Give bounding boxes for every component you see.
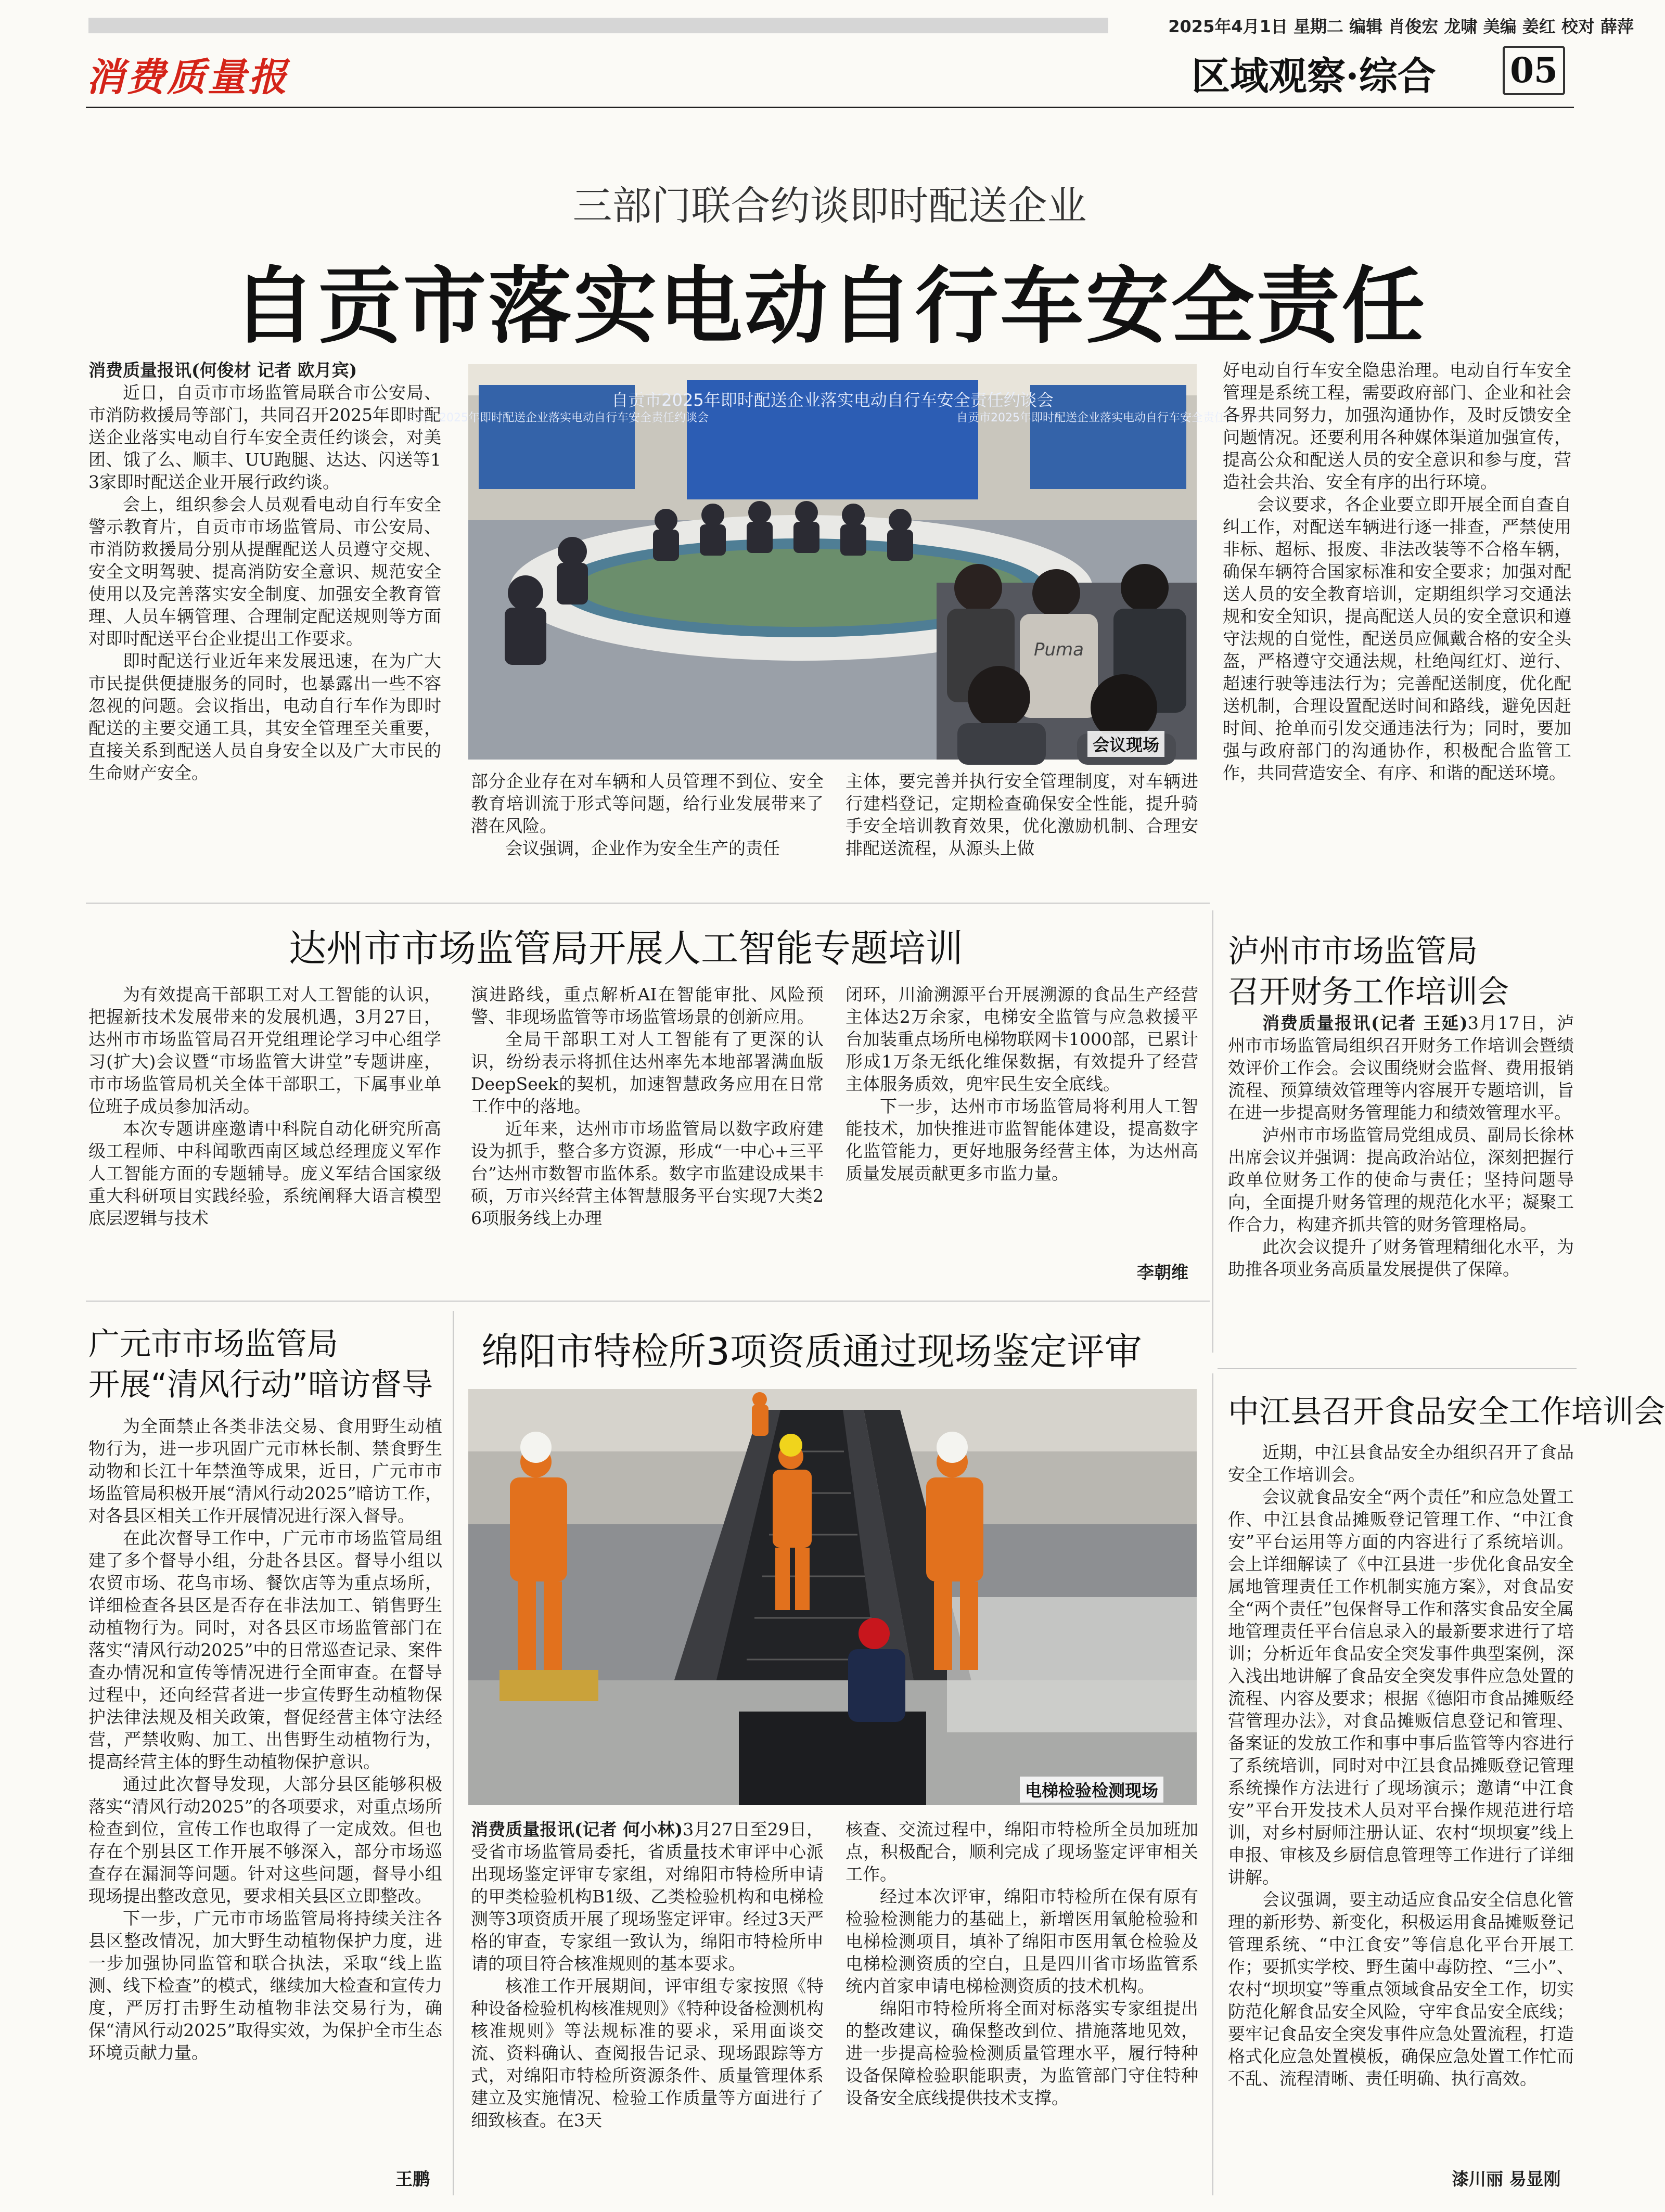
story-divider [1218, 1368, 1577, 1369]
story1-headline: 自贡市落实电动自行车安全责任 [232, 258, 1427, 355]
story2-paragraph: 本次专题讲座邀请中科院自动化研究所高级工程师、中科闻歌西南区域总经理庞义军作人工智能方面的专题辅导。庞义军结合国家级重大科研项目实践经验，系统阐释大语言模型底层逻辑与技术 [88, 1118, 441, 1228]
story4-headline [88, 1324, 453, 1405]
elevator-inspection-photo [468, 1389, 1197, 1805]
story2-paragraph: 近年来，达州市市场监管局以数字政府建设为抓手，整合多方资源，形成“一中心+三平台”达州市数智市监体系。数字市监建设成果丰硕，万市兴经营主体智慧服务平台实现7大类26项服务线上办理 [471, 1118, 824, 1228]
story2-column-1 [88, 983, 441, 1301]
story4-paragraph: 下一步，广元市市场监管局将持续关注各县区整改情况，加大野生动植物保护力度，进一步加强协同监管和联合执法，采取“线上监测、线下检查”的模式，继续加大检查和宣传力度，严厉打击野生动植物非法交易行为，确保“清风行动2025”取得实效，为保护全市生态环境贡献力量。 [88, 1908, 442, 2063]
story1-subheadline: 三部门联合约谈即时配送企业 [572, 183, 1087, 229]
story4-paragraph: 为全面禁止各类非法交易、食用野生动植物行为，进一步巩固广元市林长制、禁食野生动物和长江十年禁渔等成果，近日，广元市市场监管局积极开展“清风行动2025”暗访工作，对各县区相关工作开展情况进行深入督导。 [88, 1416, 442, 1526]
story1-column-4 [1223, 359, 1571, 936]
story5-column-1 [471, 1818, 824, 2193]
story6-byline: 漆川丽 易显刚 [1452, 2169, 1561, 2189]
vertical-divider [1212, 910, 1213, 1353]
story2-paragraph: 演进路线，重点解析AI在智能审批、风险预警、非现场监管等市场监管场景的创新应用。 [471, 984, 824, 1027]
story3-headline-line-2: 召开财务工作培训会 [1228, 974, 1509, 1010]
story1-paragraph: 好电动自行车安全隐患治理。电动自行车安全管理是系统工程，需要政府部门、企业和社会各界共同努力，加强沟通协作，及时反馈安全问题情况。还要利用各种媒体渠道加强宣传，提高公众和配送人员的安全意识和参与度，营造社会共治、安全有序的出行环境。 [1223, 360, 1571, 492]
story1-column-2 [471, 770, 824, 936]
story5-paragraph: 绵阳市特检所将全面对标落实专家组提出的整改建议，确保整改到位、措施落地见效，进一步提高检验检测质量管理水平，履行特种设备保障检验职能职责，为监管部门守住特种设备安全底线提供技术支撑。 [846, 1998, 1198, 2108]
elevator-photo-caption: 电梯检验检测现场 [1020, 1777, 1163, 1803]
story1-paragraph: 即时配送行业近年来发展迅速，在为广大市民提供便捷服务的同时，也暴露出一些不容忽视的问题。会议指出，电动自行车作为即时配送的主要交通工具，其安全管理至关重要，直接关系到配送人员自身安全以及广大市民的生命财产安全。 [88, 651, 441, 783]
story6-paragraph: 会议就食品安全“两个责任”和应急处置工作、中江县食品摊贩登记管理工作、“中江食安”平台运用等方面的内容进行了系统培训。会上详细解读了《中江县进一步优化食品安全属地管理责任工作机制实施方案》，对食品安全“两个责任”包保督导工作和落实食品安全属地管理责任平台信息录入的最新要求进行了培训；分析近年食品安全突发事件典型案例，深入浅出地讲解了食品安全突发事件应急处置的流程、内容及要求；根据《德阳市食品摊贩经营管理办法》，对食品摊贩信息登记和管理、备案证的发放工作和事中事后监管等内容进行了系统培训，同时对中江县食品摊贩登记管理系统操作方法进行了现场演示；邀请“中江食安”平台开发技术人员对平台操作规范进行培训，对乡村厨师注册认证、农村“坝坝宴”线上申报、审核及乡厨信息管理等工作进行了详细讲解。 [1228, 1487, 1574, 1887]
section-title: 区域观察·综合 [1192, 54, 1436, 99]
vertical-divider [1212, 1373, 1213, 2195]
story4-body [88, 1415, 442, 2185]
story5-headline: 绵阳市特检所3项资质通过现场鉴定评审 [481, 1330, 1142, 1373]
story3-paragraph: 泸州市市场监管局党组成员、副局长徐林出席会议并强调：提高政治站位，深刻把握行政单位财务工作的使命与责任；坚持问题导向，全面提升财务管理的规范化水平；凝聚工作合力，构建齐抓共管的财务管理格局。 [1228, 1125, 1574, 1234]
story1-column-1 [88, 359, 441, 931]
meeting-photo-caption: 会议现场 [1087, 731, 1164, 757]
story6-body [1228, 1441, 1574, 2190]
story2-column-2 [471, 983, 824, 1301]
story3-headline [1228, 931, 1571, 1012]
story1-paragraph: 主体，要完善并执行安全管理制度，对车辆进行建档登记，定期检查确保安全性能，提升骑手安全培训教育效果，优化激励机制、合理安排配送流程，从源头上做 [846, 771, 1198, 858]
story1-column-3 [846, 770, 1198, 936]
escalator-scene-illustration [468, 1389, 1197, 1805]
story1-paragraph: 部分企业存在对车辆和人员管理不到位、安全教育培训流于形式等问题，给行业发展带来了潜在风险。 [471, 771, 824, 836]
vertical-divider [453, 1311, 454, 2195]
story3-body [1228, 1012, 1574, 1355]
masthead-divider [86, 107, 1574, 108]
story4-paragraph: 在此次督导工作中，广元市市场监管局组建了多个督导小组，分赴各县区。督导小组以农贸市场、花鸟市场、餐饮店等为重点场所，详细检查各县区是否存在非法加工、销售野生动植物行为。同时，对各县区市场监管部门在落实“清风行动2025”中的日常巡查记录、案件查办情况和宣传等情况进行全面审查。在督导过程中，还向经营者进一步宣传野生动植物保护法律法规及相关政策，督促经营主体守法经营，严禁收购、加工、出售野生动植物行为，提高经营主体的野生动植物保护意识。 [88, 1528, 442, 1772]
story2-paragraph: 全局干部职工对人工智能有了更深的认识，纷纷表示将抓住达州率先本地部署满血版DeepSeek的契机，加速智慧政务应用在日常工作中的落地。 [471, 1029, 824, 1116]
story1-paragraph: 会议要求，各企业要立即开展全面自查自纠工作，对配送车辆进行逐一排查，严禁使用非标、超标、报废、非法改装等不合格车辆，确保车辆符合国家标准和安全要求；加强对配送人员的安全教育培训，定期组织学习交通法规和安全知识，提高配送人员的安全意识和遵守法规的自觉性，配送员应佩戴合格的安全头盔，严格遵守交通法规，杜绝闯红灯、逆行、超速行驶等违法行为；完善配送制度，优化配送机制，合理设置配送时间和路线，避免因赶时间、抢单而引发交通违法行为；同时，要加强与政府部门的沟通协作，积极配合监管工作，共同营造安全、有序、和谐的配送环境。 [1223, 494, 1571, 783]
story5-column-2 [846, 1818, 1198, 2193]
story6-headline: 中江县召开食品安全工作培训会 [1228, 1394, 1665, 1430]
story3-lead: 消费质量报讯(记者 王延) [1262, 1013, 1468, 1033]
story2-paragraph: 下一步，达州市市场监管局将利用人工智能技术，加快推进市监智能体建设，提高数字化监管能力，更好地服务经营主体，为达州高质量发展贡献更多市监力量。 [846, 1096, 1198, 1184]
story-divider [86, 903, 1210, 904]
story5-paragraph: 3月27日至29日，受省市场监管局委托，省质量技术审评中心派出现场鉴定评审专家组，对绵阳市特检所申请的甲类检验机构B1级、乙类检验机构和电梯检测等3项资质开展了现场鉴定评审。经过3天严格的审查，专家组一致认为，绵阳市特检所申请的项目符合核准规则的基本要求。 [471, 1819, 824, 1974]
story-divider [86, 1301, 1210, 1302]
story5-paragraph: 核准工作开展期间，评审组专家按照《特种设备检验机构核准规则》《特种设备检测机构核准规则》等法规标准的要求，采用面谈交流、资料确认、查阅报告记录、现场跟踪等方式，对绵阳市特检所资源条件、质量管理体系建立及实施情况、检验工作质量等方面进行了细致核查。在3天 [471, 1976, 824, 2130]
story2-column-3 [846, 983, 1198, 1264]
story5-paragraph: 核查、交流过程中，绵阳市特检所全员加班加点，积极配合，顺利完成了现场鉴定评审相关工作。 [846, 1819, 1198, 1884]
right-screen-text: 自贡市2025年即时配送企业落实电动自行车安全责任约谈会 [956, 411, 1260, 425]
story4-byline: 王鹏 [395, 2169, 430, 2189]
left-screen-text: 自贡市2025年即时配送企业落实电动自行车安全责任约谈会 [405, 411, 709, 425]
story4-headline-line-2: 开展“清风行动”暗访督导 [88, 1367, 433, 1403]
story6-paragraph: 近期，中江县食品安全办组织召开了食品安全工作培训会。 [1228, 1442, 1574, 1485]
story6-paragraph: 会议强调，要主动适应食品安全信息化管理的新形势、新变化，积极运用食品摊贩登记管理系统、“中江食安”等信息化平台开展工作；要抓实学校、野生菌中毒防控、“三小”、农村“坝坝宴”等重点领域食品安全工作，切实防范化解食品安全风险，守牢食品安全底线；要牢记食品安全突发事件应急处置流程，打造格式化应急处置模板，确保应急处置工作忙而不乱、流程清晰、责任明确、执行高效。 [1228, 1889, 1574, 2089]
meeting-scene-illustration [405, 364, 1260, 760]
story2-paragraph: 闭环，川渝溯源平台开展溯源的食品生产经营主体达2万余家，电梯安全监管与应急救援平台加装重点场所电梯物联网卡1000部，已累计形成1万条无纸化维保数据，有效提升了经营主体服务质效，兜牢民生安全底线。 [846, 984, 1198, 1094]
story3-headline-line-1: 泸州市市场监管局 [1228, 933, 1478, 970]
story1-lead: 消费质量报讯(何俊材 记者 欧月宾) [88, 360, 357, 380]
story1-paragraph: 会议强调，企业作为安全生产的责任 [505, 838, 780, 858]
story1-paragraph: 会上，组织参会人员观看电动自行车安全警示教育片，自贡市市场监管局、市公安局、市消防救援局分别从提醒配送人员遵守交规、安全文明驾驶、提高消防安全意识、规范安全使用以及完善落实安全制度、加强安全教育管理、人员车辆管理、合理制定配送规则等方面对即时配送平台企业提出工作要求。 [88, 494, 441, 649]
meeting-photo [405, 364, 1260, 760]
story4-paragraph: 通过此次督导发现，大部分县区能够积极落实“清风行动2025”的各项要求，对重点场所检查到位，宣传工作也取得了一定成效。但也存在个别县区工作开展不够深入，部分市场巡查存在漏洞等问题。针对这些问题，督导小组现场提出整改意见，要求相关县区立即整改。 [88, 1774, 442, 1906]
newspaper-logo: 消费质量报 [86, 55, 289, 100]
shirt-print-text: Puma [1033, 639, 1084, 660]
story3-paragraph: 3月17日，泸州市市场监管局组织召开财务工作培训会暨绩效评价工作会。会议围绕财会监督、费用报销流程、预算绩效管理等内容展开专题培训，旨在进一步提高财务管理能力和绩效管理水平。 [1228, 1013, 1574, 1123]
story1-paragraph: 近日，自贡市市场监管局联合市公安局、市消防救援局等部门，共同召开2025年即时配送企业落实电动自行车安全责任约谈会，对美团、饿了么、顺丰、UU跑腿、达达、闪送等13家即时配送企业开展行政约谈。 [88, 382, 441, 492]
story2-byline: 李朝维 [1137, 1262, 1188, 1282]
top-gray-bar [88, 18, 1108, 33]
dateline: 2025年4月1日 星期二 编辑 肖俊宏 龙啸 美编 姜红 校对 薛萍 [1168, 17, 1634, 36]
center-banner-text: 自贡市2025年即时配送企业落实电动自行车安全责任约谈会 [611, 390, 1054, 410]
story3-paragraph: 此次会议提升了财务管理精细化水平，为助推各项业务高质量发展提供了保障。 [1228, 1237, 1574, 1279]
page-number: 05 [1503, 46, 1565, 95]
story5-paragraph: 经过本次评审，绵阳市特检所在保有原有检验检测能力的基础上，新增医用氧舱检验和电梯检测项目，填补了绵阳市医用氧仓检验及电梯检测资质的空白，且是四川省市场监管系统内首家申请电梯检测资质的技术机构。 [846, 1886, 1198, 1996]
story2-headline: 达州市市场监管局开展人工智能专题培训 [289, 927, 964, 970]
story2-paragraph: 为有效提高干部职工对人工智能的认识，把握新技术发展带来的发展机遇，3月27日，达州市市场监管局召开党组理论学习中心组学习(扩大)会议暨“市场监管大讲堂”专题讲座，市市场监管局机关全体干部职工，下属事业单位班子成员参加活动。 [88, 984, 441, 1116]
story4-headline-line-1: 广元市市场监管局 [88, 1326, 338, 1362]
story5-lead: 消费质量报讯(记者 何小林) [471, 1819, 683, 1840]
